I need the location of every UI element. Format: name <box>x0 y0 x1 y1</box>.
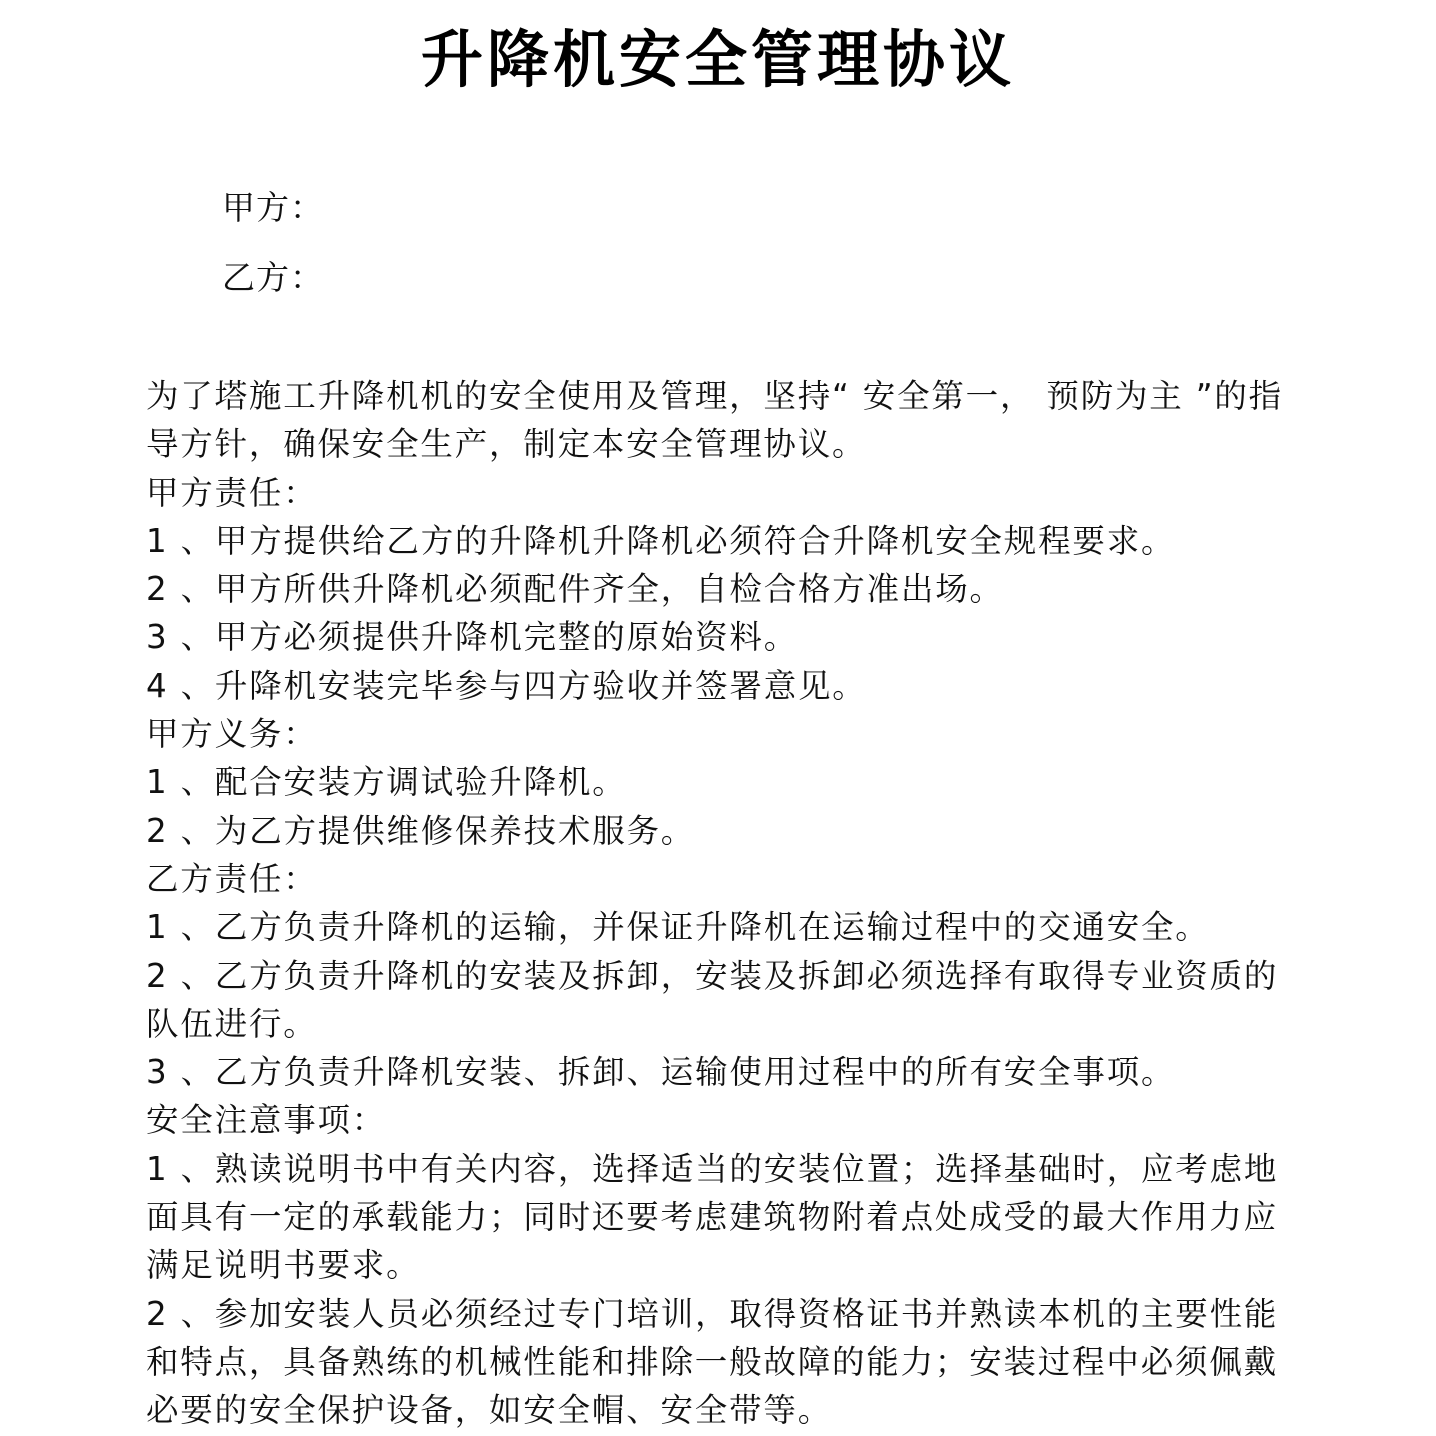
party-a-responsibility-item: 2 、甲方所供升降机必须配件齐全，自检合格方准出场。 <box>146 570 1004 609</box>
party-b-label: 乙方： <box>222 258 324 297</box>
section-heading-party-a-obligation: 甲方义务： <box>146 715 318 754</box>
party-a-responsibility-item: 4 、升降机安装完毕参与四方验收并签署意见。 <box>146 666 867 705</box>
agreement-body <box>146 372 1296 1435</box>
section-heading-party-b-responsibility: 乙方责任： <box>146 859 318 898</box>
party-a-obligation-item: 1 、配合安装方调试验升降机。 <box>146 763 627 802</box>
party-b-responsibility-item: 1 、乙方负责升降机的运输，并保证升降机在运输过程中的交通安全。 <box>146 908 1210 947</box>
party-a-responsibility-item: 1 、甲方提供给乙方的升降机升降机必须符合升降机安全规程要求。 <box>146 521 1176 560</box>
party-a-responsibility-item: 3 、甲方必须提供升降机完整的原始资料。 <box>146 618 799 657</box>
party-a-label: 甲方： <box>222 188 324 227</box>
party-a-obligation-item: 2 、为乙方提供维修保养技术服务。 <box>146 811 696 850</box>
section-heading-safety-notes: 安全注意事项： <box>146 1101 387 1140</box>
party-b-responsibility-item: 2 、乙方负责升降机的安装及拆卸，安装及拆卸必须选择有取得专业资质的队伍进行。 <box>146 956 1279 1043</box>
intro-paragraph: 为了塔施工升降机机的安全使用及管理，坚持“ 安全第一， 预防为主 ”的指导方针，确保安全生产，制定本安全管理协议。 <box>146 377 1283 464</box>
party-b-responsibility-item: 3 、乙方负责升降机安装、拆卸、运输使用过程中的所有安全事项。 <box>146 1053 1176 1092</box>
document-title: 升降机安全管理协议 <box>420 23 1015 96</box>
safety-note-item: 2 、参加安装人员必须经过专门培训，取得资格证书并熟读本机的主要性能和特点，具备熟练的机械性能和排除一般故障的能力；安装过程中必须佩戴必要的安全保护设备，如安全帽、安全带等。 <box>146 1294 1279 1430</box>
section-heading-party-a-responsibility: 甲方责任： <box>146 473 318 512</box>
safety-note-item: 1 、熟读说明书中有关内容，选择适当的安装位置；选择基础时，应考虑地面具有一定的承载能力；同时还要考虑建筑物附着点处成受的最大作用力应满足说明书要求。 <box>146 1149 1279 1285</box>
